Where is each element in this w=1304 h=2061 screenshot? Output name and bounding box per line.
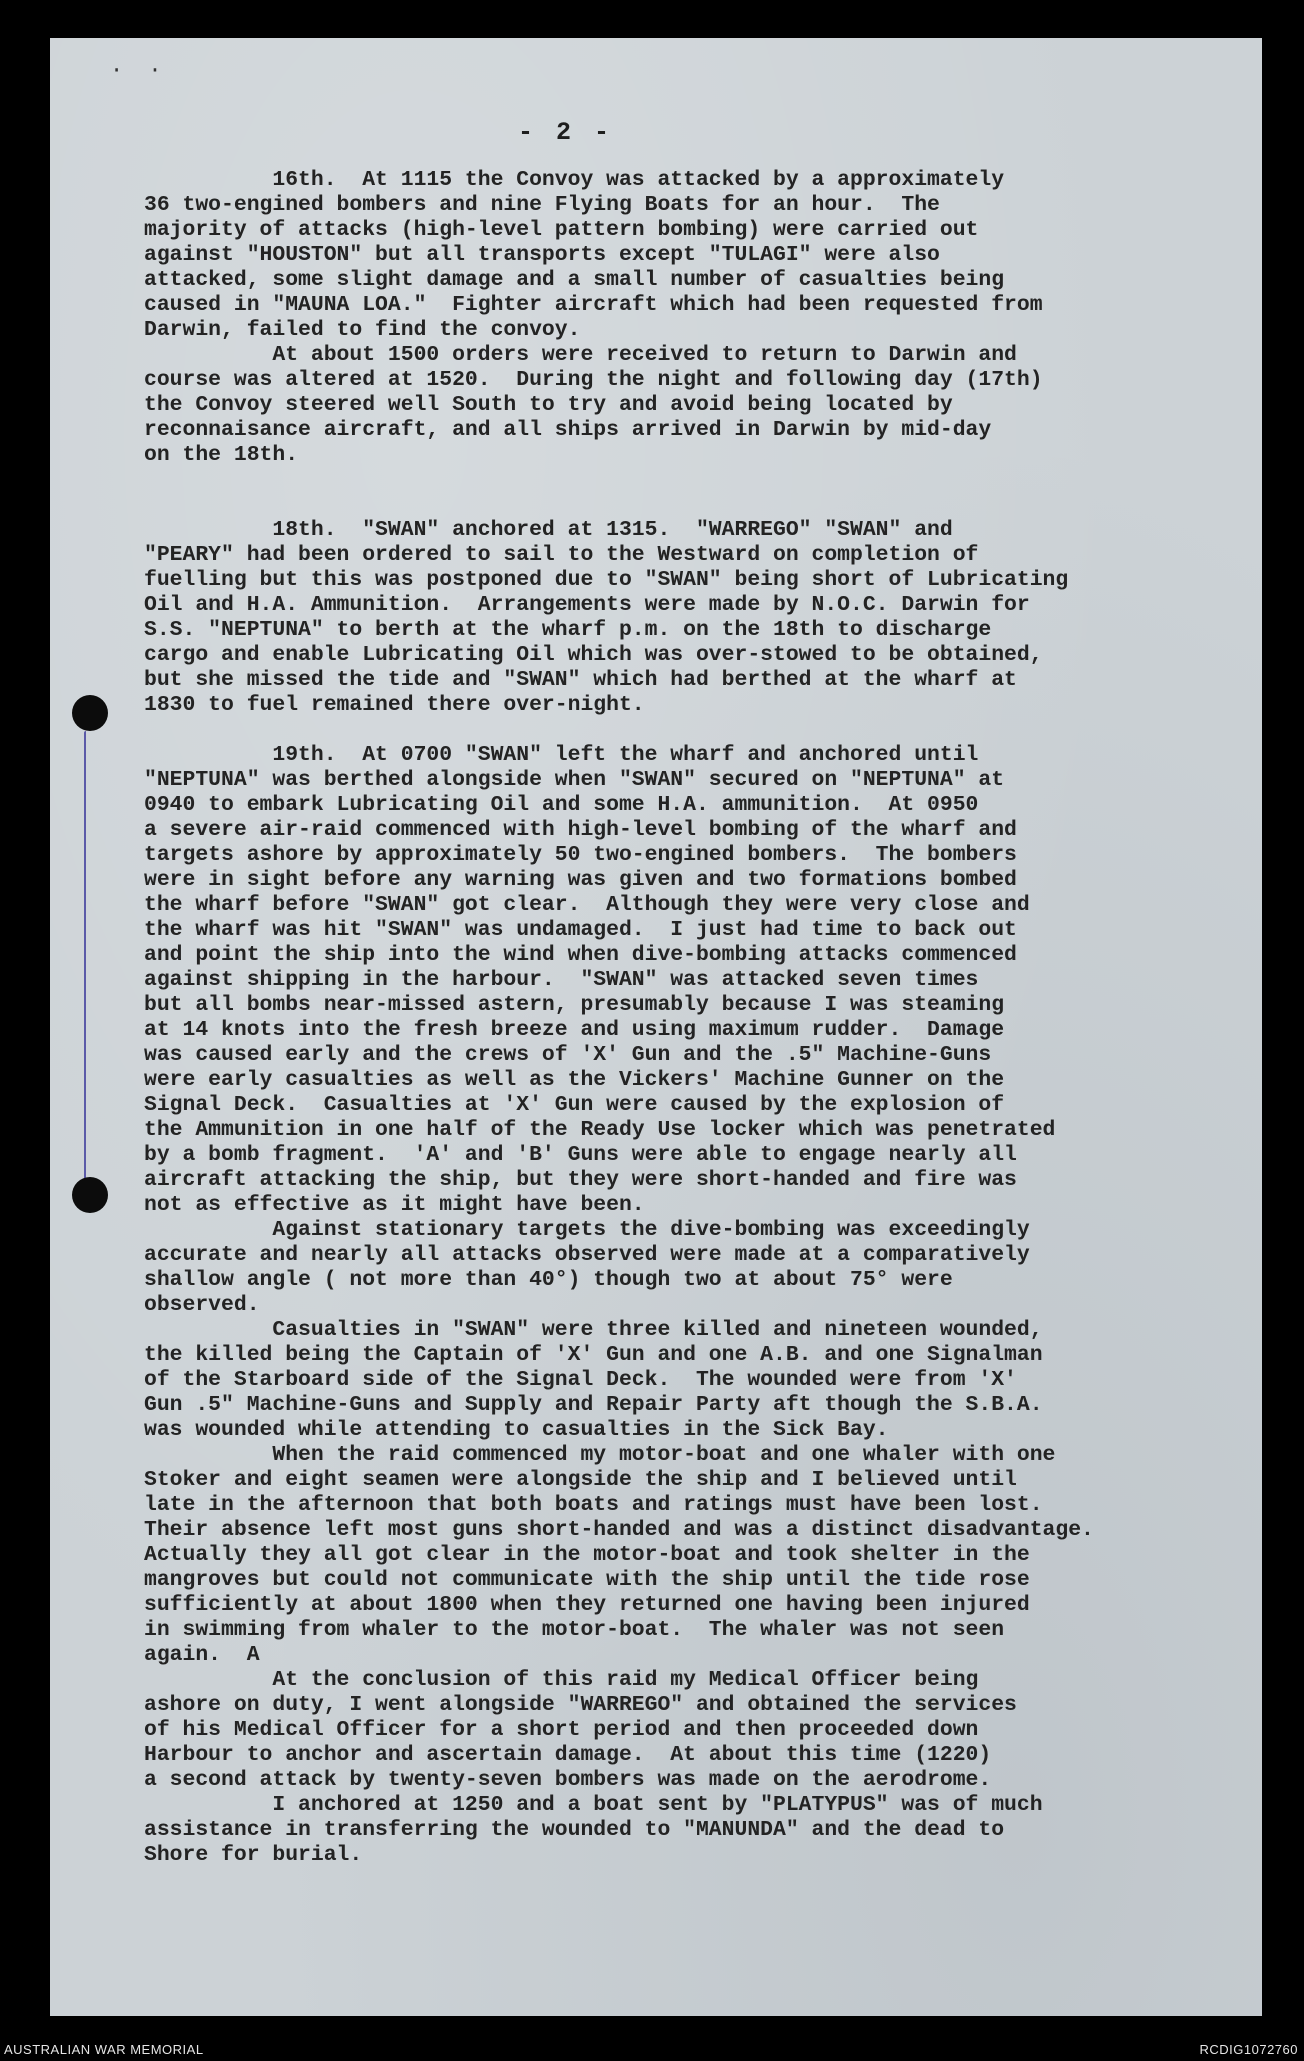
typed-line: at 14 knots into the fresh breeze and using maximum rudder. Damage: [144, 1018, 1005, 1042]
typed-line: Shore for burial.: [144, 1843, 363, 1867]
typed-line: the wharf was hit "SWAN" was undamaged. I just had time to back out: [144, 918, 1017, 942]
typed-line: not as effective as it might have been.: [144, 1193, 645, 1217]
typed-line: observed.: [144, 1293, 260, 1317]
typed-line: I anchored at 1250 and a boat sent by "PLATYPUS" was of much: [144, 1793, 1043, 1817]
typed-line: shallow angle ( not more than 40°) though two at about 75° were: [144, 1268, 953, 1292]
typed-line: the wharf before "SWAN" got clear. Although they were very close and: [144, 893, 1030, 917]
typed-line: again. A: [144, 1643, 260, 1667]
typed-line: mangroves but could not communicate with the ship until the tide rose: [144, 1568, 1030, 1592]
typed-report-body: [144, 168, 1244, 1868]
typed-line: At about 1500 orders were received to return to Darwin and: [144, 343, 1017, 367]
typed-line: 19th. At 0700 "SWAN" left the wharf and anchored until: [144, 743, 979, 767]
typed-line: by a bomb fragment. 'A' and 'B' Guns were able to engage nearly all: [144, 1143, 1017, 1167]
typed-line: the Ammunition in one half of the Ready Use locker which was penetrated: [144, 1118, 1056, 1142]
typed-line: were in sight before any warning was given and two formations bombed: [144, 868, 1017, 892]
document-page: [50, 38, 1262, 2016]
typed-line: 0940 to embark Lubricating Oil and some H.A. ammunition. At 0950: [144, 793, 979, 817]
typed-line: cargo and enable Lubricating Oil which was over-stowed to be obtained,: [144, 643, 1043, 667]
typed-line: Harbour to anchor and ascertain damage. At about this time (1220): [144, 1743, 992, 1767]
typed-line: 1830 to fuel remained there over-night.: [144, 693, 645, 717]
typed-line: but she missed the tide and "SWAN" which had berthed at the wharf at: [144, 668, 1017, 692]
typed-line: Their absence left most guns short-handed and was a distinct disadvantage.: [144, 1518, 1094, 1542]
typed-line: [144, 493, 1244, 518]
typed-line: 18th. "SWAN" anchored at 1315. "WARREGO" "SWAN" and: [144, 518, 953, 542]
typed-line: sufficiently at about 1800 when they returned one having been injured: [144, 1593, 1030, 1617]
typed-line: Darwin, failed to find the convoy.: [144, 318, 581, 342]
typed-line: late in the afternoon that both boats and ratings must have been lost.: [144, 1493, 1043, 1517]
typed-line: fuelling but this was postponed due to "SWAN" being short of Lubricating: [144, 568, 1069, 592]
typed-line: accurate and nearly all attacks observed were made at a comparatively: [144, 1243, 1030, 1267]
typed-line: course was altered at 1520. During the night and following day (17th): [144, 368, 1043, 392]
typed-line: assistance in transferring the wounded to "MANUNDA" and the dead to: [144, 1818, 1005, 1842]
typed-line: At the conclusion of this raid my Medical Officer being: [144, 1668, 979, 1692]
typed-line: Actually they all got clear in the motor-boat and took shelter in the: [144, 1543, 1030, 1567]
typed-line: against shipping in the harbour. "SWAN" was attacked seven times: [144, 968, 979, 992]
typed-line: [144, 718, 1244, 743]
typed-line: of his Medical Officer for a short period and then proceeded down: [144, 1718, 979, 1742]
typed-line: aircraft attacking the ship, but they were short-handed and fire was: [144, 1168, 1017, 1192]
typed-line: were early casualties as well as the Vickers' Machine Gunner on the: [144, 1068, 1005, 1092]
typed-line: of the Starboard side of the Signal Deck. The wounded were from 'X': [144, 1368, 1017, 1392]
typed-line: Casualties in "SWAN" were three killed and nineteen wounded,: [144, 1318, 1043, 1342]
margin-pen-line: [84, 731, 90, 1191]
typed-line: attacked, some slight damage and a small number of casualties being: [144, 268, 1005, 292]
ink-specks: · ·: [110, 58, 168, 83]
typed-line: ashore on duty, I went alongside "WARREGO" and obtained the services: [144, 1693, 1017, 1717]
typed-line: on the 18th.: [144, 443, 299, 467]
typed-line: Oil and H.A. Ammunition. Arrangements were made by N.O.C. Darwin for: [144, 593, 1030, 617]
typed-line: reconnaisance aircraft, and all ships arrived in Darwin by mid-day: [144, 418, 992, 442]
typed-line: S.S. "NEPTUNA" to berth at the wharf p.m. on the 18th to discharge: [144, 618, 992, 642]
footer-archive-name: AUSTRALIAN WAR MEMORIAL: [4, 2042, 204, 2057]
typed-line: Against stationary targets the dive-bombing was exceedingly: [144, 1218, 1030, 1242]
typed-line: "PEARY" had been ordered to sail to the Westward on completion of: [144, 543, 979, 567]
typed-line: [144, 468, 1244, 493]
typed-line: a severe air-raid commenced with high-level bombing of the wharf and: [144, 818, 1017, 842]
typed-line: targets ashore by approximately 50 two-engined bombers. The bombers: [144, 843, 1017, 867]
typed-line: majority of attacks (high-level pattern bombing) were carried out: [144, 218, 979, 242]
typed-line: a second attack by twenty-seven bombers was made on the aerodrome.: [144, 1768, 992, 1792]
typed-line: was caused early and the crews of 'X' Gun and the .5" Machine-Guns: [144, 1043, 992, 1067]
punch-hole-top: [72, 695, 108, 731]
typed-line: Stoker and eight seamen were alongside the ship and I believed until: [144, 1468, 1017, 1492]
typed-line: Signal Deck. Casualties at 'X' Gun were caused by the explosion of: [144, 1093, 1005, 1117]
typed-line: in swimming from whaler to the motor-boat. The whaler was not seen: [144, 1618, 1005, 1642]
typed-line: against "HOUSTON" but all transports except "TULAGI" were also: [144, 243, 940, 267]
typed-line: the killed being the Captain of 'X' Gun and one A.B. and one Signalman: [144, 1343, 1043, 1367]
page-number: - 2 -: [518, 118, 614, 147]
footer-record-id: RCDIG1072760: [1199, 2042, 1298, 2057]
typed-line: caused in "MAUNA LOA." Fighter aircraft which had been requested from: [144, 293, 1043, 317]
typed-line: When the raid commenced my motor-boat and one whaler with one: [144, 1443, 1056, 1467]
typed-line: 16th. At 1115 the Convoy was attacked by a approximately: [144, 168, 1005, 192]
typed-line: was wounded while attending to casualties in the Sick Bay.: [144, 1418, 889, 1442]
typed-line: "NEPTUNA" was berthed alongside when "SWAN" secured on "NEPTUNA" at: [144, 768, 1005, 792]
typed-line: and point the ship into the wind when dive-bombing attacks commenced: [144, 943, 1017, 967]
typed-line: the Convoy steered well South to try and avoid being located by: [144, 393, 953, 417]
typed-line: Gun .5" Machine-Guns and Supply and Repair Party aft though the S.B.A.: [144, 1393, 1043, 1417]
punch-hole-bottom: [72, 1177, 108, 1213]
typed-line: 36 two-engined bombers and nine Flying Boats for an hour. The: [144, 193, 940, 217]
typed-line: but all bombs near-missed astern, presumably because I was steaming: [144, 993, 1005, 1017]
